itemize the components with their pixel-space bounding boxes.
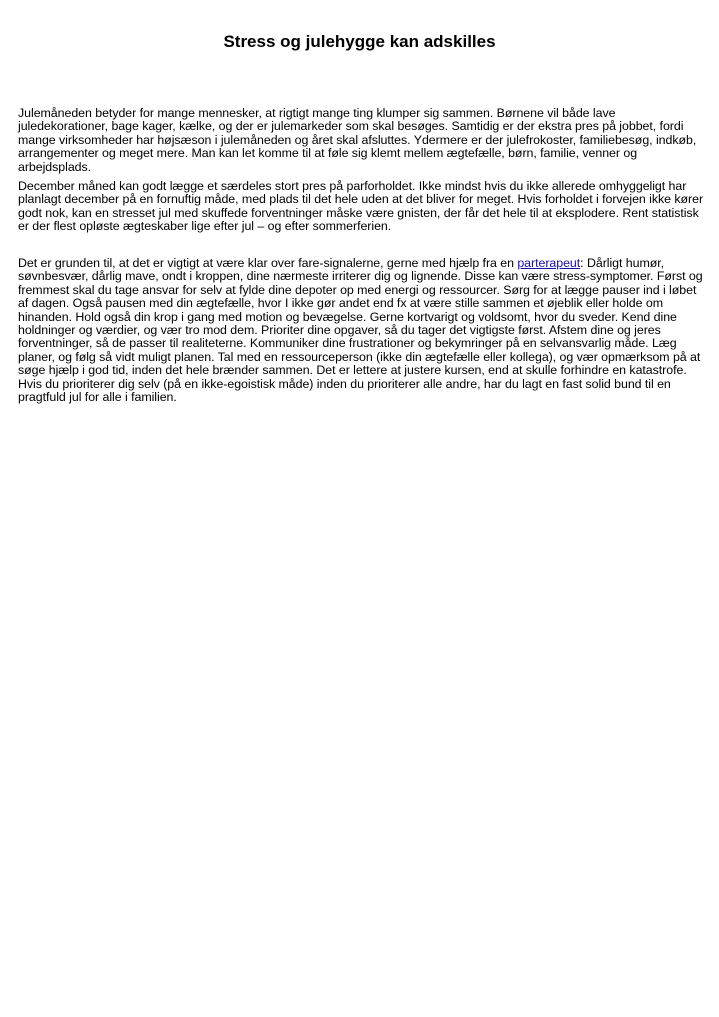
paragraph-2: December måned kan godt lægge et særdeles stort pres på parforholdet. Ikke mindst hvis du ikke allerede omhyggeligt har planlagt december på en fornuftig måde, med plads til det hele uden at det bliver for meget. Hvis forholdet i forvejen ikke kører godt nok, kan en stresset jul med skuffede forventninger måske være gnisten, der får det hele til at eksplodere. Rent statistisk er der flest opløste ægteskaber lige efter jul – og efter sommerferien.	[18, 179, 704, 234]
paragraph-3-text-before-link: Det er grunden til, at det er vigtigt at være klar over fare-signalerne, gerne med hjælp fra en	[18, 256, 518, 270]
parterapeut-link[interactable]: parterapeut	[517, 256, 581, 270]
page-title: Stress og julehygge kan adskilles	[223, 32, 496, 51]
paragraph-3-text-after-link: : Dårligt humør, søvnbesvær, dårlig mave, ondt i kroppen, dine nærmeste irriterer dig og lignende. Disse kan være stress-symptomer. Først og fremmest skal du tage ansvar for selv at fylde dine depoter op med energi og ressourcer. Sørg for at lægge pauser ind i løbet af dagen. Også pausen med din ægtefælle, hvor I ikke gør andet end fx at være stille sammen et øjeblik eller holde om hinanden. Hold også din krop i gang med motion og bevægelse. Gerne kortvarigt og voldsomt, hvor du sveder. Kend dine holdninger og værdier, og vær tro mod dem. Prioriter dine opgaver, så du tager det vigtigste først. Afstem dine og jeres forventninger, så de passer til realiteterne. Kommuniker dine frustrationer og bekymringer på en selvansvarlig måde. Læg planer, og følg så vidt muligt planen. Tal med en ressourceperson (ikke din ægtefælle eller kollega), og vær opmærksom på at søge hjælp i god tid, inden det hele brænder sammen. Det er lettere at justere kursen, end at skulle forhindre en katastrofe. Hvis du prioriterer dig selv (på en ikke-egoistisk måde) inden du prioriterer alle andre, har du lagt en fast solid bund til en pragtfuld jul for alle i familien.	[18, 256, 703, 405]
paragraph-1: Julemåneden betyder for mange mennesker, at rigtigt mange ting klumper sig sammen. Børnene vil både lave juledekorationer, bage kager, kælke, og der er julemarkeder som skal besøges. Samtidig er der ekstra pres på jobbet, fordi mange virksomheder har højsæson i julemåneden og året skal afsluttes. Ydermere er der julefrokoster, familiebesøg, indkøb, arrangementer og meget mere. Man kan let komme til at føle sig klemt mellem ægtefælle, børn, familie, venner og arbejdsplads.	[18, 106, 697, 174]
paragraph-3	[18, 257, 706, 404]
